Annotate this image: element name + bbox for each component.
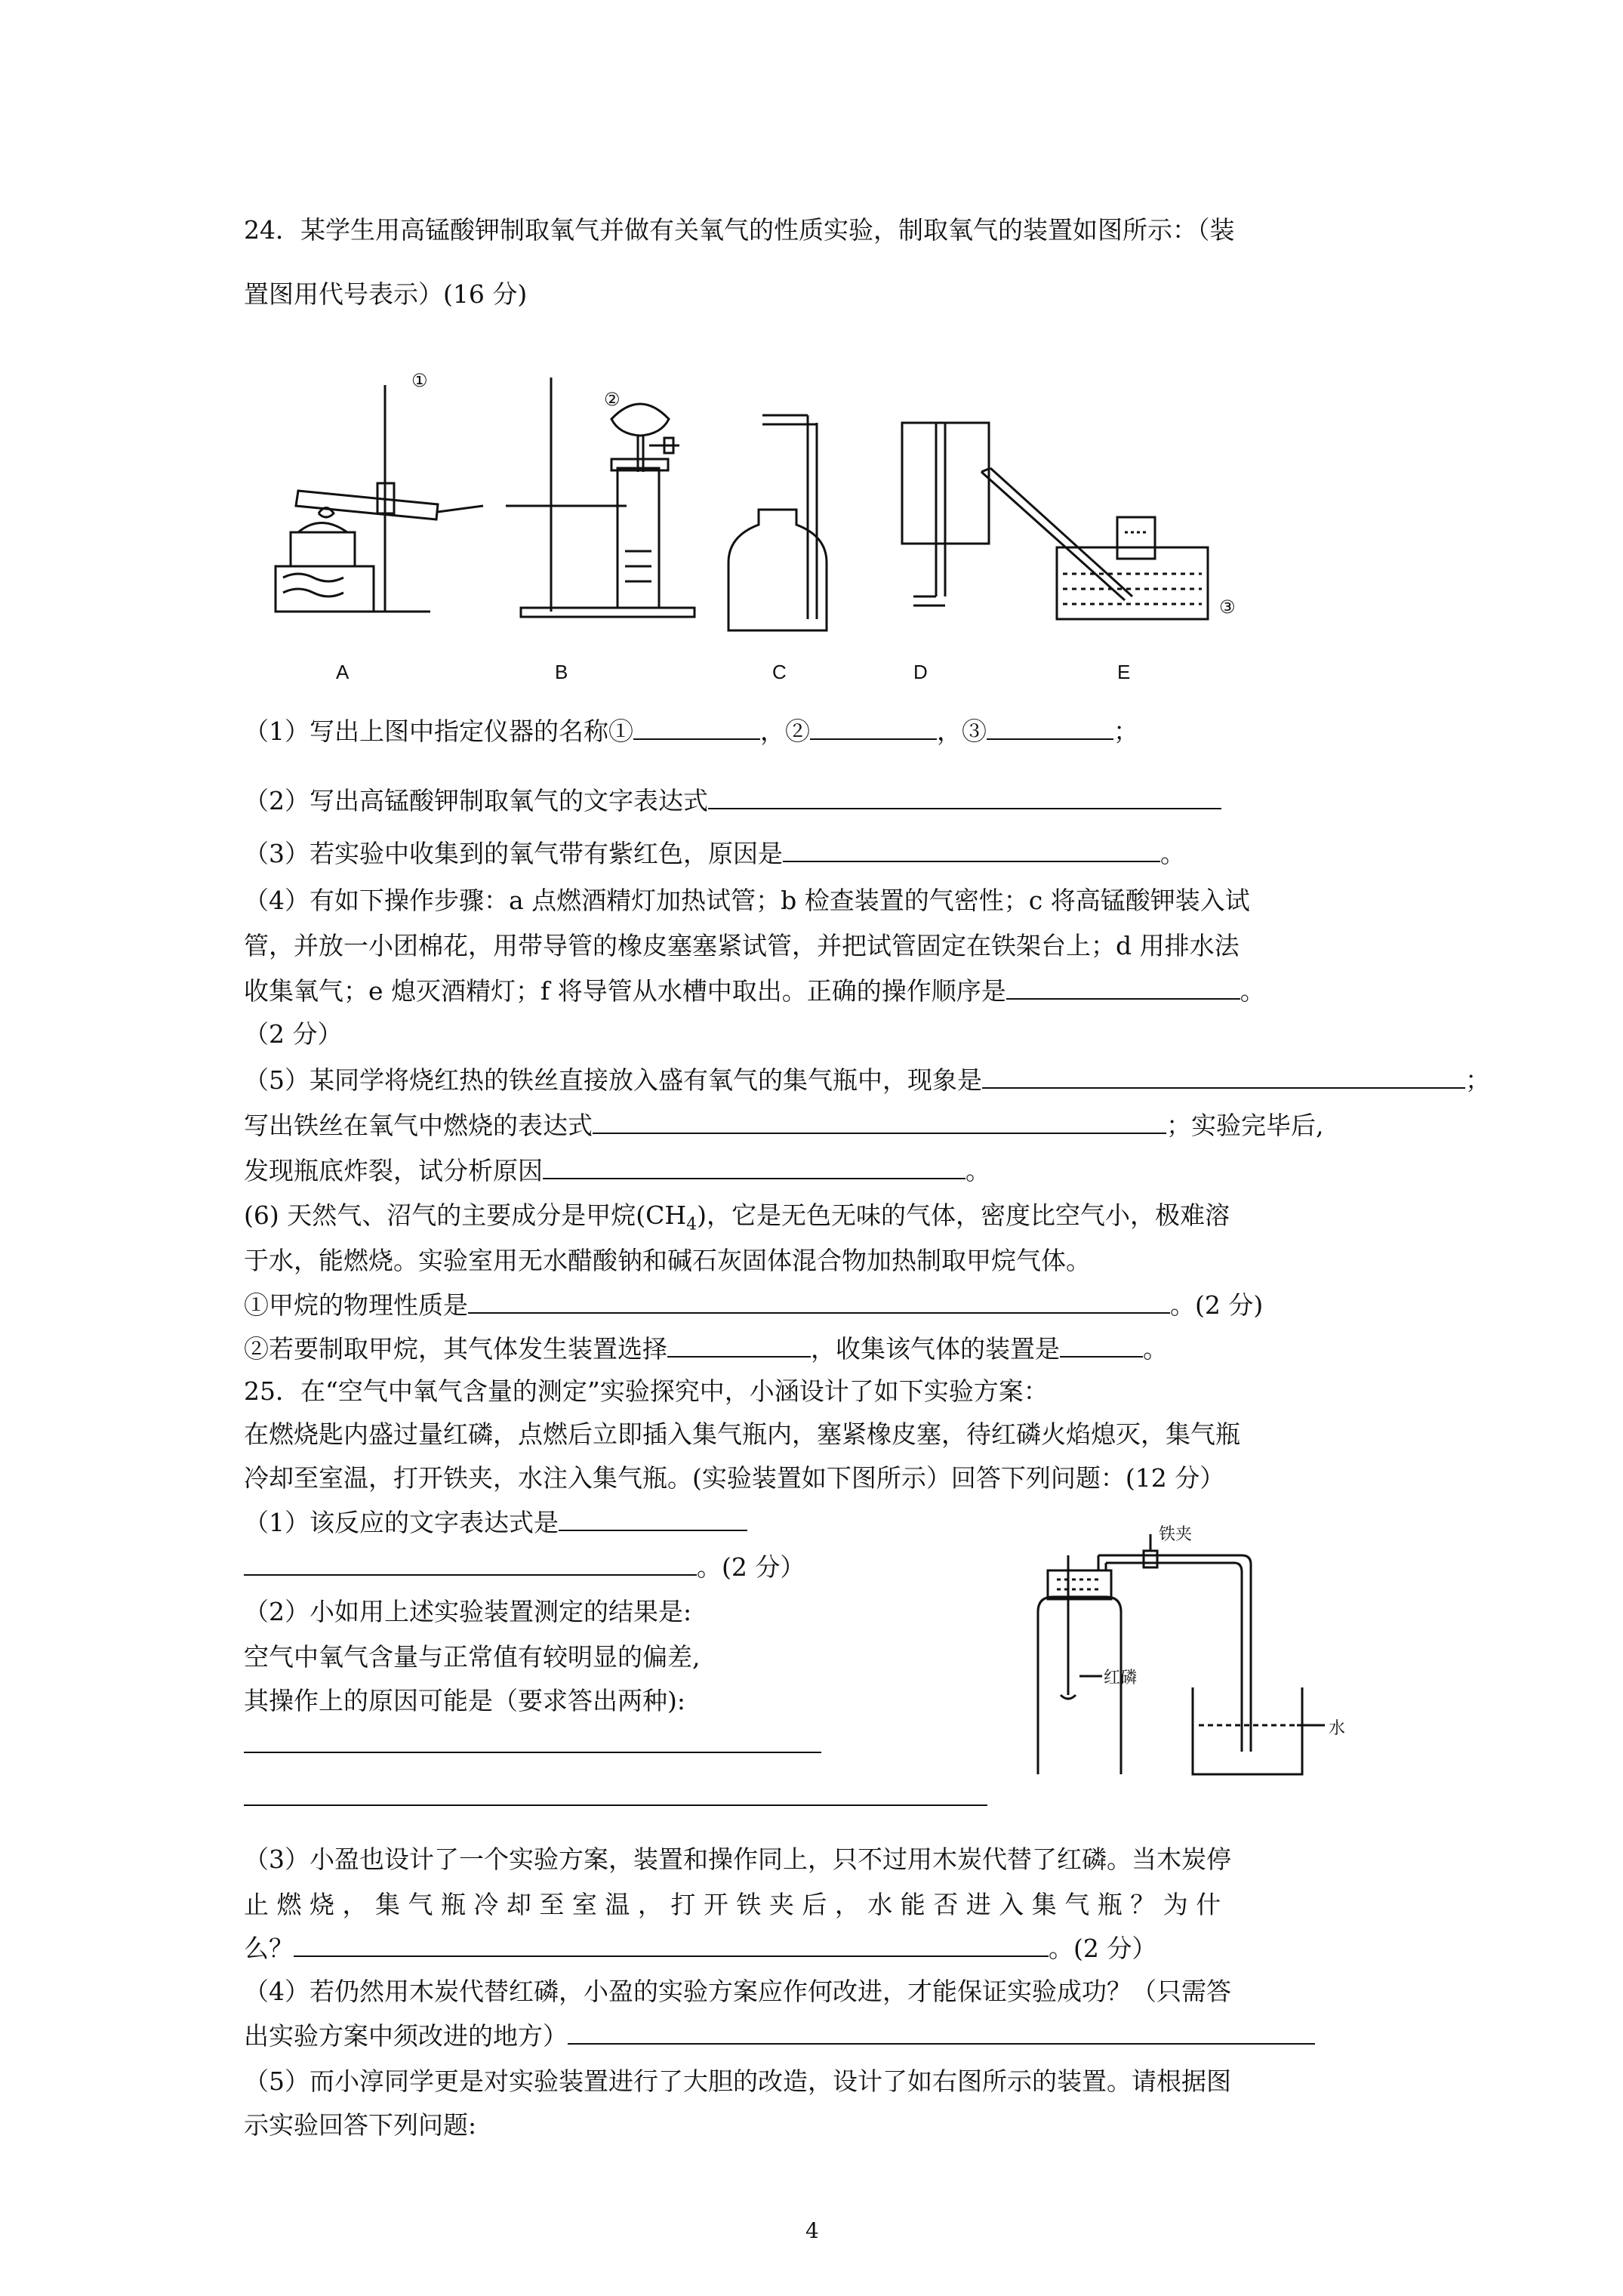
q24-p5-end-c: 。 <box>965 1156 990 1185</box>
q24-p6-end-c: 。(2 分) <box>1170 1290 1264 1320</box>
q25-p1 <box>244 1507 747 1538</box>
q25-p3-score: 。(2 分） <box>1049 1934 1157 1963</box>
blank-improvement[interactable] <box>568 2020 1315 2045</box>
q25-p1-score: 。(2 分） <box>697 1552 805 1582</box>
clamp-shape <box>1144 1551 1157 1567</box>
label-clamp: 铁夹 <box>1159 1524 1193 1543</box>
q24-p3 <box>244 838 1185 869</box>
q25-p5-l1: （5）而小淳同学更是对实验装置进行了大胆的改造，设计了如右图所示的装置。请根据图 <box>244 2066 1231 2096</box>
q24-p6-text-c: ①甲烷的物理性质是 <box>244 1290 468 1320</box>
q25-p3-text: 么？ <box>244 1934 294 1963</box>
q24-p2-text: （2）写出高锰酸钾制取氧气的文字表达式 <box>244 786 708 815</box>
q24-p4-l1: （4）有如下操作步骤：a 点燃酒精灯加热试管；b 检查装置的气密性；c 将高锰酸钾装入试 <box>244 886 1250 915</box>
label-b: B <box>555 661 568 683</box>
marker-1: ① <box>411 371 428 391</box>
blank-operation-order[interactable] <box>1006 975 1240 1000</box>
apparatus-b <box>506 378 694 617</box>
q25-p1-text: （1）该反应的文字表达式是 <box>244 1508 559 1537</box>
label-water: 水 <box>1329 1718 1346 1737</box>
blank-reaction-expression-cont[interactable] <box>244 1552 697 1576</box>
q24-stem-line2: 置图用代号表示）(16 分) <box>244 279 528 309</box>
q25-p2-l1: （2）小如用上述实验装置测定的结果是: <box>244 1597 692 1626</box>
page-number: 4 <box>805 2218 819 2243</box>
blank-charcoal-reason[interactable] <box>294 1933 1049 1957</box>
q24-p2 <box>244 785 1221 816</box>
q24-p4-score: （2 分） <box>244 1019 343 1049</box>
blank-iron-equation[interactable] <box>593 1110 1166 1134</box>
blank-methane-properties[interactable] <box>468 1290 1170 1314</box>
q25-p4-l1: （4）若仍然用木炭代替红磷，小盈的实验方案应作何改进，才能保证实验成功？（只需答 <box>244 1977 1231 2006</box>
q24-p6-text-a: (6) 天然气、沼气的主要成分是甲烷(CH <box>244 1200 687 1230</box>
q24-p5-l3 <box>244 1155 990 1186</box>
blank-instrument-2[interactable] <box>810 716 937 740</box>
q24-p5-end-a: ； <box>1465 1065 1490 1095</box>
apparatus-drawing <box>257 370 1298 702</box>
q24-p3-text: （3）若实验中收集到的氧气带有紫红色，原因是 <box>244 839 783 868</box>
q24-p4-text: 收集氧气；e 熄灭酒精灯；f 将导管从水槽中取出。正确的操作顺序是 <box>244 976 1006 1006</box>
q24-p4-end: 。 <box>1240 976 1265 1006</box>
rubber-stopper <box>1048 1570 1111 1599</box>
q25-stem-l3: 冷却至室温，打开铁夹，水注入集气瓶。(实验装置如下图所示）回答下列问题：(12 分） <box>244 1463 1225 1493</box>
q24-p6-text-d: ②若要制取甲烷，其气体发生装置选择 <box>244 1334 667 1364</box>
q25-p5-l2: 示实验回答下列问题: <box>244 2110 477 2140</box>
q25-stem-l1: 25．在“空气中氧气含量的测定”实验探究中，小涵设计了如下实验方案： <box>244 1376 1049 1406</box>
q25-p4-l2 <box>244 2020 1315 2051</box>
q24-p1-text-d: ； <box>1113 717 1138 746</box>
q25-p4-text: 出实验方案中须改进的地方） <box>244 2021 568 2051</box>
q24-p6-l4 <box>244 1333 1168 1364</box>
q24-p5-l2 <box>244 1110 1324 1141</box>
label-c: C <box>772 661 787 683</box>
q24-p5-text-a: （5）某同学将烧红热的铁丝直接放入盛有氧气的集气瓶中，现象是 <box>244 1065 982 1095</box>
q25-p3-l3 <box>244 1933 1156 1964</box>
label-e: E <box>1117 661 1131 683</box>
label-phosphorus: 红磷 <box>1104 1668 1138 1687</box>
q25-p2-l3: 其操作上的原因可能是（要求答出两种): <box>244 1686 685 1715</box>
blank-instrument-3[interactable] <box>987 716 1113 740</box>
q25-p3-l1: （3）小盈也设计了一个实验方案，装置和操作同上，只不过用木炭代替了红磷。当木炭停 <box>244 1845 1231 1874</box>
oxygen-apparatus-drawing <box>1027 1525 1419 1774</box>
marker-3: ③ <box>1219 597 1236 618</box>
ch4-subscript: 4 <box>686 1215 698 1234</box>
q24-p5-l1 <box>244 1065 1490 1096</box>
q24-p5-text-c: 发现瓶底炸裂，试分析原因 <box>244 1156 543 1185</box>
q24-p5-text-b: 写出铁丝在氧气中燃烧的表达式 <box>244 1111 593 1140</box>
q24-p4-l3 <box>244 975 1265 1006</box>
oxygen-apparatus-figure <box>1027 1525 1419 1774</box>
label-a: A <box>336 661 350 683</box>
blank-word-equation[interactable] <box>708 785 1221 809</box>
blank-crack-reason[interactable] <box>543 1155 965 1179</box>
blank-reaction-expression[interactable] <box>559 1507 747 1531</box>
blank-instrument-1[interactable] <box>633 716 760 740</box>
q24-stem-line1: 24．某学生用高锰酸钾制取氧气并做有关氧气的性质实验，制取氧气的装置如图所示：（装 <box>244 215 1235 245</box>
q25-p1-cont <box>244 1552 805 1583</box>
apparatus-c <box>728 415 827 630</box>
apparatus-figure <box>257 370 1298 702</box>
blank-generator-choice[interactable] <box>667 1333 811 1358</box>
q24-p1-text-a: （1）写出上图中指定仪器的名称① <box>244 717 633 746</box>
q24-p6-l2: 于水，能燃烧。实验室用无水醋酸钠和碱石灰固体混合物加热制取甲烷气体。 <box>244 1246 1091 1275</box>
blank-iron-phenomenon[interactable] <box>982 1065 1465 1089</box>
q24-p6-end-d: 。 <box>1143 1334 1168 1364</box>
apparatus-a <box>276 385 483 612</box>
blank-reason-1[interactable] <box>244 1752 821 1753</box>
beaker <box>1193 1687 1302 1774</box>
q24-p1-text-b: ，② <box>760 717 810 746</box>
q25-stem-l2: 在燃烧匙内盛过量红磷，点燃后立即插入集气瓶内，塞紧橡皮塞，待红磷火焰熄灭，集气瓶 <box>244 1419 1240 1449</box>
q24-p6-l1 <box>244 1200 1230 1240</box>
label-d: D <box>913 661 928 683</box>
q24-p5-end-b: ；实验完毕后, <box>1166 1111 1324 1140</box>
q24-p4-l2: 管，并放一小团棉花，用带导管的橡皮塞塞紧试管，并把试管固定在铁架台上；d 用排水法 <box>244 931 1240 960</box>
q24-p1-text-c: ，③ <box>937 717 987 746</box>
apparatus-e <box>981 468 1208 619</box>
q24-p6-l3 <box>244 1290 1263 1321</box>
q24-p6-text-b: )，它是无色无味的气体，密度比空气小，极难溶 <box>697 1200 1230 1230</box>
q24-p1 <box>244 716 1138 747</box>
blank-purple-reason[interactable] <box>783 838 1160 862</box>
blank-reason-2[interactable] <box>244 1804 987 1806</box>
q24-p3-end: 。 <box>1160 839 1185 868</box>
apparatus-d <box>902 423 989 606</box>
q25-p2-l2: 空气中氧气含量与正常值有较明显的偏差, <box>244 1642 701 1672</box>
blank-collector-choice[interactable] <box>1060 1333 1143 1358</box>
q24-p6-text-e: ，收集该气体的装置是 <box>811 1334 1060 1364</box>
q25-p3-l2: 止 燃 烧 ， 集 气 瓶 冷 却 至 室 温 ， 打 开 铁 夹 后 ， 水 能 否 进 入 集 气 瓶 ？ 为 什 <box>244 1890 1221 1919</box>
marker-2: ② <box>604 390 621 410</box>
